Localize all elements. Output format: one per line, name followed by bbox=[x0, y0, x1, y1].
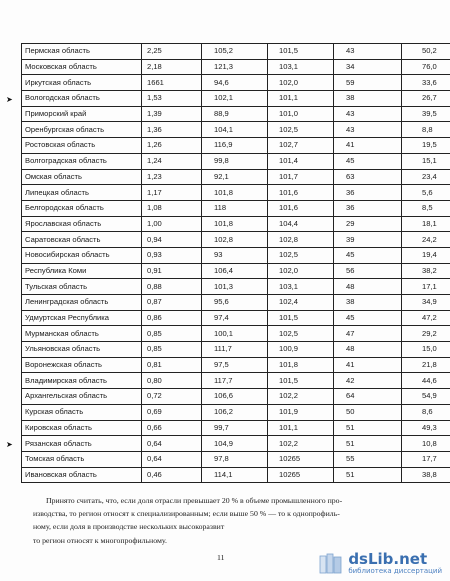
value-cell: 102,8 bbox=[268, 232, 334, 248]
region-name-cell: Ростовская область bbox=[22, 138, 142, 154]
value-cell: 45 bbox=[334, 247, 402, 263]
value-cell: 55 bbox=[334, 451, 402, 467]
value-cell: 38 bbox=[334, 295, 402, 311]
value-cell: 102,2 bbox=[268, 436, 334, 452]
region-name-cell: Волгоградская область bbox=[22, 153, 142, 169]
value-cell: 99,7 bbox=[202, 420, 268, 436]
value-cell: 59 bbox=[334, 75, 402, 91]
value-cell: 0,66 bbox=[142, 420, 202, 436]
paragraph-line-2: изводства, то регион относят к специализированным; если выше 50 % — то к однопрофиль- bbox=[33, 509, 340, 518]
value-cell: 0,86 bbox=[142, 310, 202, 326]
value-cell: 106,2 bbox=[202, 404, 268, 420]
table-row bbox=[22, 138, 450, 154]
value-cell: 101,0 bbox=[268, 106, 334, 122]
table-row bbox=[22, 200, 450, 216]
table-row bbox=[22, 451, 450, 467]
table-row bbox=[22, 404, 450, 420]
value-cell: 95,6 bbox=[202, 295, 268, 311]
value-cell: 0,64 bbox=[142, 451, 202, 467]
value-cell: 45 bbox=[334, 153, 402, 169]
value-cell: 102,2 bbox=[268, 389, 334, 405]
value-cell: 111,7 bbox=[202, 342, 268, 358]
value-cell: 41 bbox=[334, 357, 402, 373]
value-cell: 101,1 bbox=[268, 420, 334, 436]
table-row bbox=[22, 295, 450, 311]
table-row bbox=[22, 420, 450, 436]
value-cell: 102,5 bbox=[268, 326, 334, 342]
value-cell: 0,64 bbox=[142, 436, 202, 452]
region-name-cell: Белгородская область bbox=[22, 200, 142, 216]
value-cell: 49,3 bbox=[402, 420, 450, 436]
value-cell: 1,24 bbox=[142, 153, 202, 169]
region-name-cell: Тульская область bbox=[22, 279, 142, 295]
region-name-cell: Ленинградская область bbox=[22, 295, 142, 311]
value-cell: 118 bbox=[202, 200, 268, 216]
value-cell: 116,9 bbox=[202, 138, 268, 154]
value-cell: 26,7 bbox=[402, 91, 450, 107]
value-cell: 38,2 bbox=[402, 263, 450, 279]
value-cell: 1,17 bbox=[142, 185, 202, 201]
region-name-cell: Пермская область bbox=[22, 44, 142, 60]
value-cell: 34 bbox=[334, 59, 402, 75]
value-cell: 64 bbox=[334, 389, 402, 405]
table-row bbox=[22, 436, 450, 452]
value-cell: 104,9 bbox=[202, 436, 268, 452]
value-cell: 101,8 bbox=[268, 357, 334, 373]
region-name-cell: Ульяновская область bbox=[22, 342, 142, 358]
region-name-cell: Курская область bbox=[22, 404, 142, 420]
value-cell: 117,7 bbox=[202, 373, 268, 389]
value-cell: 8,8 bbox=[402, 122, 450, 138]
value-cell: 101,1 bbox=[268, 91, 334, 107]
value-cell: 102,0 bbox=[268, 263, 334, 279]
value-cell: 100,1 bbox=[202, 326, 268, 342]
value-cell: 103,1 bbox=[268, 59, 334, 75]
value-cell: 0,93 bbox=[142, 247, 202, 263]
value-cell: 2,25 bbox=[142, 44, 202, 60]
table-row bbox=[22, 216, 450, 232]
value-cell: 29 bbox=[334, 216, 402, 232]
value-cell: 101,3 bbox=[202, 279, 268, 295]
value-cell: 2,18 bbox=[142, 59, 202, 75]
table-row bbox=[22, 59, 450, 75]
value-cell: 97,4 bbox=[202, 310, 268, 326]
value-cell: 101,6 bbox=[268, 200, 334, 216]
value-cell: 0,85 bbox=[142, 326, 202, 342]
value-cell: 102,8 bbox=[202, 232, 268, 248]
value-cell: 121,3 bbox=[202, 59, 268, 75]
value-cell: 0,46 bbox=[142, 467, 202, 483]
margin-mark-icon: ➤ bbox=[6, 440, 13, 449]
watermark-subtitle: библиотека диссертаций bbox=[348, 567, 442, 575]
value-cell: 39 bbox=[334, 232, 402, 248]
value-cell: 0,80 bbox=[142, 373, 202, 389]
value-cell: 93 bbox=[202, 247, 268, 263]
table-row bbox=[22, 153, 450, 169]
table-row bbox=[22, 357, 450, 373]
table-row bbox=[22, 467, 450, 483]
region-name-cell: Удмуртская Республика bbox=[22, 310, 142, 326]
value-cell: 0,72 bbox=[142, 389, 202, 405]
value-cell: 21,8 bbox=[402, 357, 450, 373]
value-cell: 0,81 bbox=[142, 357, 202, 373]
table-row bbox=[22, 247, 450, 263]
value-cell: 45 bbox=[334, 310, 402, 326]
value-cell: 10,8 bbox=[402, 436, 450, 452]
table-row bbox=[22, 389, 450, 405]
book-stack-icon bbox=[318, 553, 344, 575]
table-row bbox=[22, 91, 450, 107]
value-cell: 102,4 bbox=[268, 295, 334, 311]
table-row bbox=[22, 75, 450, 91]
region-name-cell: Липецкая область bbox=[22, 185, 142, 201]
table-row bbox=[22, 326, 450, 342]
value-cell: 48 bbox=[334, 342, 402, 358]
region-name-cell: Московская область bbox=[22, 59, 142, 75]
value-cell: 34,9 bbox=[402, 295, 450, 311]
value-cell: 24,2 bbox=[402, 232, 450, 248]
value-cell: 36 bbox=[334, 185, 402, 201]
region-name-cell: Иркутская область bbox=[22, 75, 142, 91]
value-cell: 102,1 bbox=[202, 91, 268, 107]
region-name-cell: Кировская область bbox=[22, 420, 142, 436]
value-cell: 0,91 bbox=[142, 263, 202, 279]
value-cell: 50 bbox=[334, 404, 402, 420]
value-cell: 105,2 bbox=[202, 44, 268, 60]
value-cell: 101,5 bbox=[268, 310, 334, 326]
watermark-title: dsLib.net bbox=[348, 550, 428, 568]
region-name-cell: Республика Коми bbox=[22, 263, 142, 279]
value-cell: 5,6 bbox=[402, 185, 450, 201]
value-cell: 8,5 bbox=[402, 200, 450, 216]
value-cell: 102,7 bbox=[268, 138, 334, 154]
value-cell: 101,6 bbox=[268, 185, 334, 201]
value-cell: 8,6 bbox=[402, 404, 450, 420]
value-cell: 101,8 bbox=[202, 216, 268, 232]
value-cell: 23,4 bbox=[402, 169, 450, 185]
value-cell: 19,5 bbox=[402, 138, 450, 154]
value-cell: 36 bbox=[334, 200, 402, 216]
value-cell: 39,5 bbox=[402, 106, 450, 122]
value-cell: 1,36 bbox=[142, 122, 202, 138]
value-cell: 15,0 bbox=[402, 342, 450, 358]
region-name-cell: Омская область bbox=[22, 169, 142, 185]
value-cell: 18,1 bbox=[402, 216, 450, 232]
value-cell: 97,8 bbox=[202, 451, 268, 467]
value-cell: 94,6 bbox=[202, 75, 268, 91]
value-cell: 1661 bbox=[142, 75, 202, 91]
value-cell: 41 bbox=[334, 138, 402, 154]
value-cell: 114,1 bbox=[202, 467, 268, 483]
table-row bbox=[22, 106, 450, 122]
value-cell: 56 bbox=[334, 263, 402, 279]
value-cell: 0,88 bbox=[142, 279, 202, 295]
value-cell: 50,2 bbox=[402, 44, 450, 60]
value-cell: 43 bbox=[334, 44, 402, 60]
region-name-cell: Мурманская область bbox=[22, 326, 142, 342]
value-cell: 0,94 bbox=[142, 232, 202, 248]
value-cell: 99,8 bbox=[202, 153, 268, 169]
value-cell: 29,2 bbox=[402, 326, 450, 342]
value-cell: 42 bbox=[334, 373, 402, 389]
region-name-cell: Рязанская область bbox=[22, 436, 142, 452]
regions-table bbox=[21, 43, 450, 483]
region-name-cell: Новосибирская область bbox=[22, 247, 142, 263]
value-cell: 54,9 bbox=[402, 389, 450, 405]
value-cell: 47 bbox=[334, 326, 402, 342]
value-cell: 0,85 bbox=[142, 342, 202, 358]
region-name-cell: Ярославская область bbox=[22, 216, 142, 232]
region-name-cell: Вологодская область bbox=[22, 91, 142, 107]
value-cell: 104,1 bbox=[202, 122, 268, 138]
value-cell: 100,9 bbox=[268, 342, 334, 358]
value-cell: 15,1 bbox=[402, 153, 450, 169]
value-cell: 43 bbox=[334, 122, 402, 138]
value-cell: 1,00 bbox=[142, 216, 202, 232]
value-cell: 102,5 bbox=[268, 122, 334, 138]
paragraph-line-3: ному, если доля в производстве нескольких высокоразвит bbox=[33, 522, 225, 531]
region-name-cell: Томская область bbox=[22, 451, 142, 467]
value-cell: 43 bbox=[334, 106, 402, 122]
regions-table-body bbox=[22, 44, 450, 483]
table-row bbox=[22, 232, 450, 248]
paragraph-line-1: Принято считать, что, если доля отрасли превышает 20 % в объеме промышленного про- bbox=[46, 496, 343, 505]
table-row bbox=[22, 310, 450, 326]
table-row bbox=[22, 342, 450, 358]
paragraph-line-4: то регион относят к многопрофильному. bbox=[33, 536, 167, 545]
value-cell: 101,9 bbox=[268, 404, 334, 420]
region-name-cell: Оренбургская область bbox=[22, 122, 142, 138]
page-number: 11 bbox=[217, 553, 225, 562]
table-row bbox=[22, 169, 450, 185]
value-cell: 1,39 bbox=[142, 106, 202, 122]
value-cell: 17,1 bbox=[402, 279, 450, 295]
value-cell: 47,2 bbox=[402, 310, 450, 326]
value-cell: 10265 bbox=[268, 467, 334, 483]
value-cell: 1,23 bbox=[142, 169, 202, 185]
value-cell: 51 bbox=[334, 436, 402, 452]
value-cell: 10265 bbox=[268, 451, 334, 467]
margin-mark-icon: ➤ bbox=[6, 95, 13, 104]
value-cell: 1,08 bbox=[142, 200, 202, 216]
value-cell: 1,26 bbox=[142, 138, 202, 154]
region-name-cell: Саратовская область bbox=[22, 232, 142, 248]
value-cell: 38,8 bbox=[402, 467, 450, 483]
value-cell: 97,5 bbox=[202, 357, 268, 373]
value-cell: 101,4 bbox=[268, 153, 334, 169]
value-cell: 33,6 bbox=[402, 75, 450, 91]
value-cell: 44,6 bbox=[402, 373, 450, 389]
region-name-cell: Воронежская область bbox=[22, 357, 142, 373]
value-cell: 38 bbox=[334, 91, 402, 107]
value-cell: 104,4 bbox=[268, 216, 334, 232]
value-cell: 0,69 bbox=[142, 404, 202, 420]
value-cell: 101,7 bbox=[268, 169, 334, 185]
table-row bbox=[22, 185, 450, 201]
table-row bbox=[22, 44, 450, 60]
table-row bbox=[22, 279, 450, 295]
value-cell: 88,9 bbox=[202, 106, 268, 122]
region-name-cell: Приморский край bbox=[22, 106, 142, 122]
value-cell: 48 bbox=[334, 279, 402, 295]
value-cell: 76,0 bbox=[402, 59, 450, 75]
region-name-cell: Владимирская область bbox=[22, 373, 142, 389]
table-row bbox=[22, 263, 450, 279]
value-cell: 0,87 bbox=[142, 295, 202, 311]
table-row bbox=[22, 373, 450, 389]
value-cell: 102,0 bbox=[268, 75, 334, 91]
value-cell: 106,6 bbox=[202, 389, 268, 405]
value-cell: 51 bbox=[334, 467, 402, 483]
region-name-cell: Ивановская область bbox=[22, 467, 142, 483]
table-row bbox=[22, 122, 450, 138]
value-cell: 102,5 bbox=[268, 247, 334, 263]
value-cell: 63 bbox=[334, 169, 402, 185]
value-cell: 101,5 bbox=[268, 373, 334, 389]
value-cell: 1,53 bbox=[142, 91, 202, 107]
watermark-logo bbox=[318, 552, 442, 575]
value-cell: 51 bbox=[334, 420, 402, 436]
value-cell: 101,8 bbox=[202, 185, 268, 201]
value-cell: 103,1 bbox=[268, 279, 334, 295]
value-cell: 19,4 bbox=[402, 247, 450, 263]
value-cell: 17,7 bbox=[402, 451, 450, 467]
region-name-cell: Архангельская область bbox=[22, 389, 142, 405]
value-cell: 101,5 bbox=[268, 44, 334, 60]
value-cell: 106,4 bbox=[202, 263, 268, 279]
value-cell: 92,1 bbox=[202, 169, 268, 185]
